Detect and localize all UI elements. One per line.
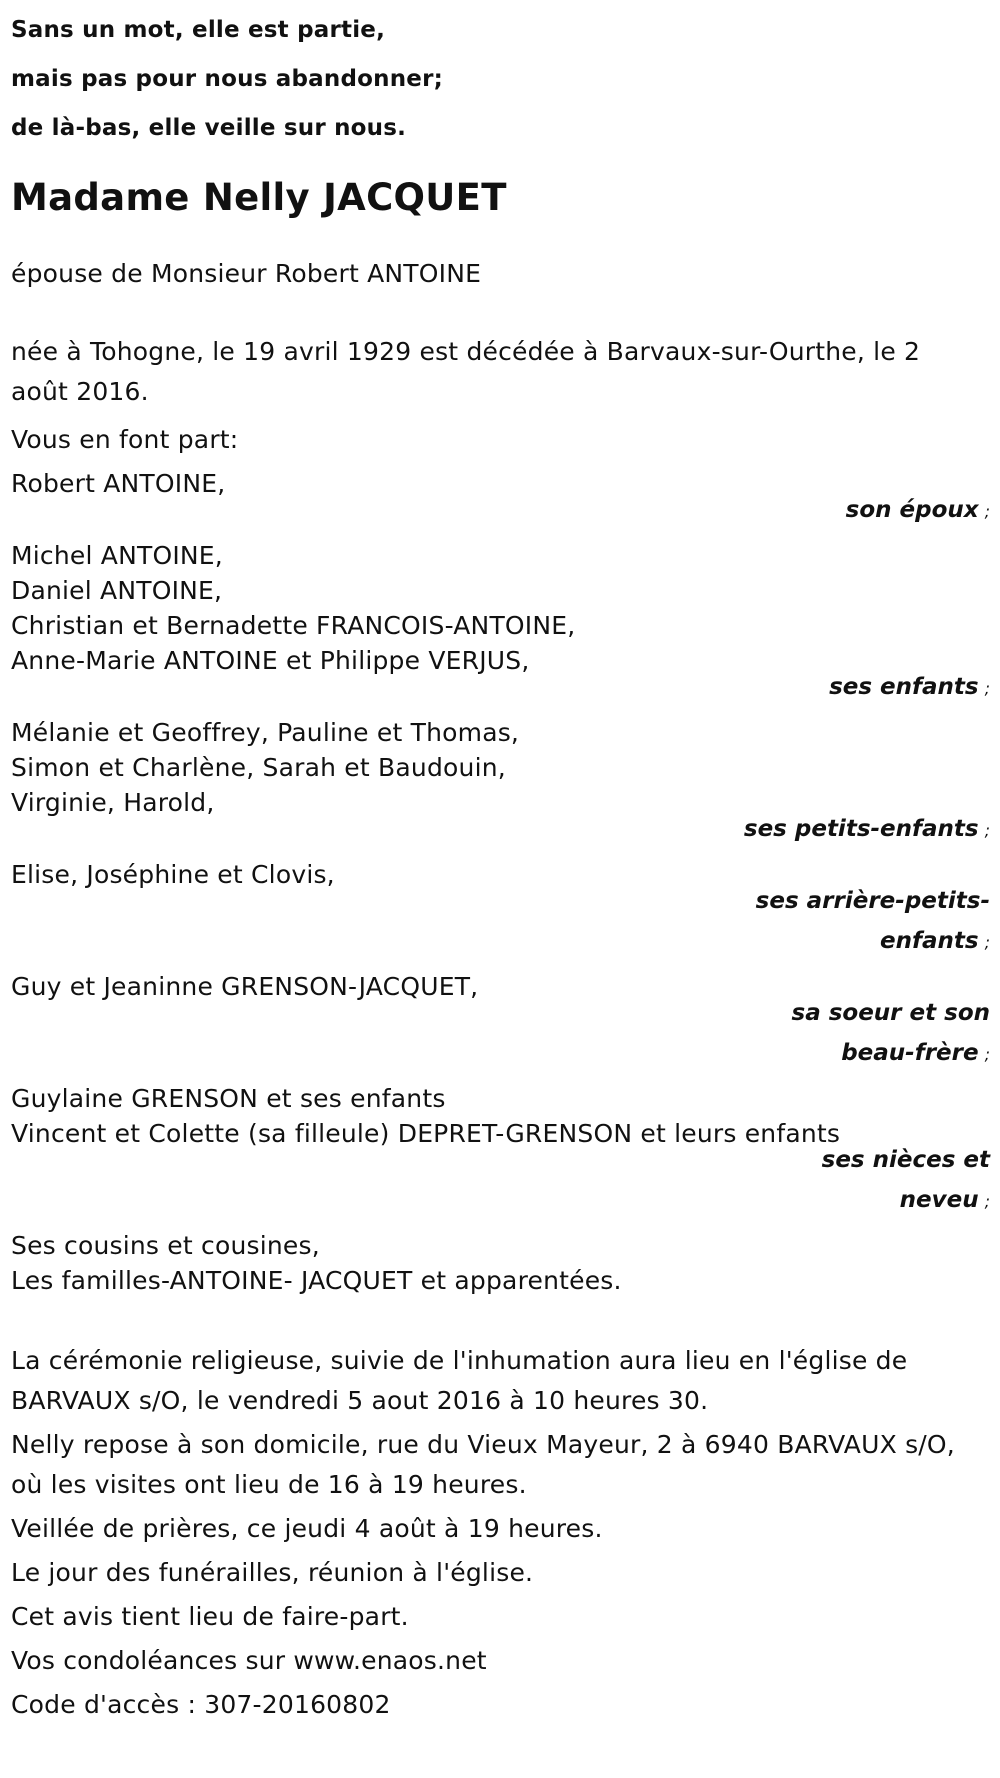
separator: ;	[984, 1192, 990, 1211]
announcement-intro: Vous en font part:	[11, 425, 239, 454]
family-name: Robert ANTOINE,	[11, 469, 226, 498]
family-group-grandchildren	[11, 713, 990, 851]
relation-label	[730, 881, 990, 963]
family-group-great-grandchildren	[11, 855, 990, 963]
separator: ;	[984, 679, 990, 698]
family-name: Virginie, Harold,	[11, 788, 215, 817]
repose-line: Nelly repose à son domicile, rue du Vieux Mayeur, 2 à 6940 BARVAUX s/O,	[11, 1430, 955, 1459]
poem-line: de là-bas, elle veille sur nous.	[11, 115, 407, 141]
relation-label	[590, 809, 990, 851]
birth-death-line: née à Tohogne, le 19 avril 1929 est décédée à Barvaux-sur-Ourthe, le 2	[11, 337, 921, 366]
relation-text: ses nièces et	[821, 1147, 990, 1173]
separator: ;	[984, 821, 990, 840]
extended-family	[11, 1226, 990, 1301]
separator: ;	[984, 1045, 990, 1064]
relation-text: ses petits-enfants	[743, 816, 979, 842]
family-name: Guylaine GRENSON et ses enfants	[11, 1084, 446, 1113]
relation-text: sa soeur et son	[791, 1000, 990, 1026]
relation-text-continued: enfants ;	[880, 928, 990, 954]
family-name: Michel ANTOINE,	[11, 541, 223, 570]
poem	[11, 0, 990, 153]
family-name: Elise, Joséphine et Clovis,	[11, 860, 335, 889]
family-name: Mélanie et Geoffrey, Pauline et Thomas,	[11, 718, 520, 747]
separator: ;	[984, 502, 990, 521]
relation-text: ses enfants	[829, 674, 979, 700]
family-name: Simon et Charlène, Sarah et Baudouin,	[11, 753, 506, 782]
families-line: Les familles-ANTOINE- JACQUET et apparentées.	[11, 1266, 622, 1295]
deceased-name: Madame Nelly JACQUET	[11, 176, 507, 219]
vigil-info: Veillée de prières, ce jeudi 4 août à 19 heures.	[11, 1514, 603, 1543]
family-name: Anne-Marie ANTOINE et Philippe VERJUS,	[11, 646, 530, 675]
birth-death-info	[11, 332, 990, 412]
poem-line: mais pas pour nous abandonner;	[11, 66, 444, 92]
ceremony-line: BARVAUX s/O, le vendredi 5 aout 2016 à 10 heures 30.	[11, 1386, 709, 1415]
family-name: Christian et Bernadette FRANCOIS-ANTOINE,	[11, 611, 576, 640]
poem-line: Sans un mot, elle est partie,	[11, 17, 386, 43]
family-group-children	[11, 536, 990, 709]
relation-text-continued: neveu ;	[899, 1187, 990, 1213]
repose-info	[11, 1425, 990, 1505]
cousins-line: Ses cousins et cousines,	[11, 1231, 320, 1260]
separator: ;	[984, 933, 990, 952]
ceremony-line: La cérémonie religieuse, suivie de l'inhumation aura lieu en l'église de	[11, 1346, 908, 1375]
spouse-line: épouse de Monsieur Robert ANTOINE	[11, 259, 482, 288]
repose-line: où les visites ont lieu de 16 à 19 heures.	[11, 1470, 527, 1499]
family-group-sibling	[11, 967, 990, 1075]
family-name: Daniel ANTOINE,	[11, 576, 223, 605]
family-name: Vincent et Colette (sa filleule) DEPRET-GRENSON et leurs enfants	[11, 1119, 841, 1148]
funeral-day-info: Le jour des funérailles, réunion à l'église.	[11, 1558, 534, 1587]
relation-text: ses arrière-petits-	[755, 888, 990, 914]
family-name: Guy et Jeaninne GRENSON-JACQUET,	[11, 972, 479, 1001]
relation-label	[590, 490, 990, 532]
ceremony-info	[11, 1341, 990, 1421]
relation-text-continued: beau-frère ;	[841, 1040, 990, 1066]
relation-text: son époux	[845, 497, 979, 523]
relation-label	[730, 993, 990, 1075]
notice-info: Cet avis tient lieu de faire-part.	[11, 1602, 409, 1631]
relation-label	[590, 667, 990, 709]
access-code: Code d'accès : 307-20160802	[11, 1690, 391, 1719]
condolences-info: Vos condoléances sur www.enaos.net	[11, 1646, 487, 1675]
family-group-spouse	[11, 464, 990, 532]
birth-death-line: août 2016.	[11, 377, 149, 406]
family-group-nieces-nephew	[11, 1079, 990, 1222]
